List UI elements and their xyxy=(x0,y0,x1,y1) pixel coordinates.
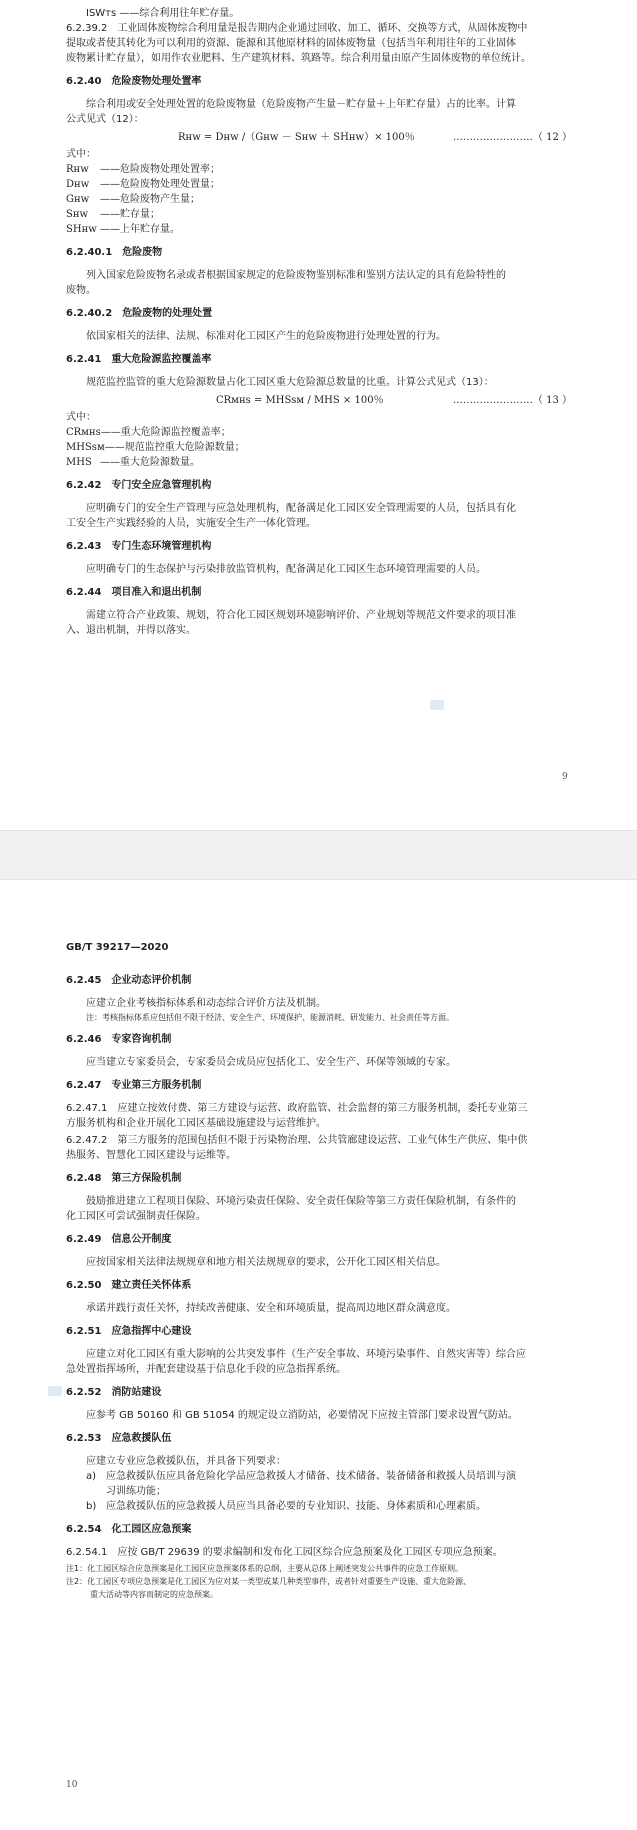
paragraph-6-2-52: 应参考 GB 50160 和 GB 51054 的规定设立消防站，必要情况下应按主管部门要求设置气防站。 xyxy=(86,1410,518,1421)
formula-12: Rʜᴡ = Dʜᴡ /（Gʜᴡ － Sʜᴡ ＋ SHʜᴡ）× 100％ ……………………（ 12 ） xyxy=(178,132,572,143)
section-heading-6-2-53: 6.2.53 应急救援队伍 xyxy=(66,1433,172,1444)
paragraph-6-2-40: 综合利用或安全处理处置的危险废物量（危险废物产生量－贮存量＋上年贮存量）占的比率。计算 公式见式（12）： xyxy=(66,99,516,125)
paragraph-6-2-43: 应明确专门的生态保护与污染排放监管机构，配备满足化工园区生态环境管理需要的人员。 xyxy=(86,564,486,575)
paragraph-6-2-46: 应当建立专家委员会，专家委员会成员应包括化工、安全生产、环保等领域的专家。 xyxy=(86,1057,456,1068)
list-item: a) 应急救援队伍应具备危险化学品应急救援人才储备、技术储备、装备储备和救援人员培训与演 xyxy=(86,1471,516,1482)
section-heading-6-2-40: 6.2.40 危险废物处理处置率 xyxy=(66,76,202,87)
running-header: GB/T 39217—2020 xyxy=(66,942,169,953)
page-10-content xyxy=(66,940,576,1601)
paragraph-6-2-45: 应建立企业考核指标体系和动态综合评价方法及机制。 注：考核指标体系应包括但不限于经济、安全生产、环境保护、能源消耗、研发能力、社会责任等方面。 xyxy=(66,996,576,1024)
paragraph-6-2-49: 应按国家相关法律法规规章和地方相关法规规章的要求，公开化工园区相关信息。 xyxy=(86,1257,446,1268)
formula-13-variables: 式中： CRᴍʜs——重大危险源监控覆盖率； MHSsᴍ——规范监控重大危险源数量； MHS ——重大危险源数量。 xyxy=(66,412,245,468)
watermark-mark-icon xyxy=(48,1386,62,1396)
paragraph-6-2-47-1: 6.2.47.1 应建立按效付费、第三方建设与运营、政府监管、社会监督的第三方服务机制，委托专业第三 方服务机构和企业开展化工园区基础设施建设与运营维护。 xyxy=(66,1103,528,1129)
text-line-isw: ISWᴛs ——综合利用往年贮存量。 xyxy=(86,8,240,19)
paragraph-6-2-47-2: 6.2.47.2 第三方服务的范围包括但不限于污染物治理、公共管廊建设运营、工业气体生产供应、集中供 热服务、智慧化工园区建设与运维等。 xyxy=(66,1135,528,1161)
document-page-10 xyxy=(0,880,637,1830)
section-heading-6-2-50: 6.2.50 建立责任关怀体系 xyxy=(66,1280,192,1291)
section-heading-6-2-48: 6.2.48 第三方保险机制 xyxy=(66,1173,182,1184)
section-heading-6-2-40-1: 6.2.40.1 危险废物 xyxy=(66,247,163,258)
paragraph-6-2-42: 应明确专门的安全生产管理与应急处理机构，配备满足化工园区安全管理需要的人员，包括具有化 工安全生产实践经验的人员，实施安全生产一体化管理。 xyxy=(66,503,516,529)
section-heading-6-2-49: 6.2.49 信息公开制度 xyxy=(66,1234,172,1245)
paragraph-6-2-54-1: 6.2.54.1 应按 GB/T 29639 的要求编制和发布化工园区综合应急预案及化工园区专项应急预案。 xyxy=(66,1547,503,1558)
notes-6-2-54: 注1：化工园区综合应急预案是化工园区应急预案体系的总纲，主要从总体上阐述突发公共事件的应急工作原则。 注2：化工园区专项应急预案是化工园区为应对某一类型或某几种类型事件，或者针对重要生产设施、重大危险源、 重大活动等内容而制定的应急预案。 xyxy=(66,1564,472,1599)
page-separator xyxy=(0,830,637,880)
paragraph-6-2-41: 规范监控监管的重大危险源数量占化工园区重大危险源总数量的比重。计算公式见式（13）： xyxy=(86,377,494,388)
section-heading-6-2-51: 6.2.51 应急指挥中心建设 xyxy=(66,1326,192,1337)
page-9-content xyxy=(66,6,576,640)
text-line-62392a: 6.2.39.2 工业固体废物综合利用量是报告期内企业通过回收、加工、循环、交换等方式，从固体废物中 xyxy=(66,23,528,34)
paragraph-6-2-53: 应建立专业应急救援队伍，并具备下列要求： a) 应急救援队伍应具备危险化学品应急救援人才储备、技术储备、装备储备和救援人员培训与演 习训练功能； b) 应急救援队伍的应急救援人员应当具备必要的专业知识、技能、身体素质和心理素质。 xyxy=(66,1454,576,1514)
section-heading-6-2-43: 6.2.43 专门生态环境管理机构 xyxy=(66,541,212,552)
section-heading-6-2-45: 6.2.45 企业动态评价机制 xyxy=(66,975,192,986)
section-heading-6-2-54: 6.2.54 化工园区应急预案 xyxy=(66,1524,192,1535)
section-heading-6-2-52: 6.2.52 消防站建设 xyxy=(66,1387,162,1398)
paragraph-6-2-44: 需建立符合产业政策、规划，符合化工园区规划环境影响评价、产业规划等规范文件要求的项目准 入、退出机制，并得以落实。 xyxy=(66,610,516,636)
paragraph-6-2-50: 承诺并践行责任关怀，持续改善健康、安全和环境质量，提高周边地区群众满意度。 xyxy=(86,1303,456,1314)
text-line-62392c: 废物累计贮存量），如用作农业肥料、生产建筑材料、筑路等。综合利用量由原产生固体废物的单位统计。 xyxy=(66,53,531,64)
page-number: 10 xyxy=(66,1780,78,1790)
text-line-62392b: 提取或者使其转化为可以利用的资源、能源和其他原材料的固体废物量（包括当年利用往年的工业固体 xyxy=(66,38,516,49)
formula-13: CRᴍʜs = MHSsᴍ / MHS × 100％ ……………………（ 13 ） xyxy=(216,395,572,406)
paragraph-6-2-48: 鼓励推进建立工程项目保险、环境污染责任保险、安全责任保险等第三方责任保险机制，有条件的 化工园区可尝试强制责任保险。 xyxy=(66,1196,516,1222)
section-heading-6-2-42: 6.2.42 专门安全应急管理机构 xyxy=(66,480,212,491)
note-6-2-45: 注：考核指标体系应包括但不限于经济、安全生产、环境保护、能源消耗、研发能力、社会责任等方面。 xyxy=(86,1013,454,1022)
section-heading-6-2-47: 6.2.47 专业第三方服务机制 xyxy=(66,1080,202,1091)
section-heading-6-2-40-2: 6.2.40.2 危险废物的处理处置 xyxy=(66,308,213,319)
list-item: b) 应急救援队伍的应急救援人员应当具备必要的专业知识、技能、身体素质和心理素质。 xyxy=(86,1501,486,1512)
section-heading-6-2-44: 6.2.44 项目准入和退出机制 xyxy=(66,587,202,598)
watermark-mark-icon xyxy=(430,700,444,710)
document-page-9 xyxy=(0,0,637,830)
paragraph-6-2-40-1: 列入国家危险废物名录或者根据国家规定的危险废物鉴别标准和鉴别方法认定的具有危险特性的 废物。 xyxy=(66,270,506,296)
section-heading-6-2-46: 6.2.46 专家咨询机制 xyxy=(66,1034,172,1045)
page-number: 9 xyxy=(562,772,568,782)
section-heading-6-2-41: 6.2.41 重大危险源监控覆盖率 xyxy=(66,354,212,365)
paragraph-6-2-51: 应建立对化工园区有重大影响的公共突发事件（生产安全事故、环境污染事件、自然灾害等）综合应 急处置指挥场所，并配套建设基于信息化手段的应急指挥系统。 xyxy=(66,1349,526,1375)
paragraph-6-2-40-2: 依国家相关的法律、法规、标准对化工园区产生的危险废物进行处理处置的行为。 xyxy=(86,331,446,342)
list-item-continuation: 习训练功能； xyxy=(106,1486,166,1497)
formula-12-variables: 式中： Rʜᴡ ——危险废物处理处置率； Dʜᴡ ——危险废物处理处置量； Gʜᴡ ——危险废物产生量； Sʜᴡ ——贮存量； SHʜᴡ ——上年贮存量。 xyxy=(66,149,220,235)
